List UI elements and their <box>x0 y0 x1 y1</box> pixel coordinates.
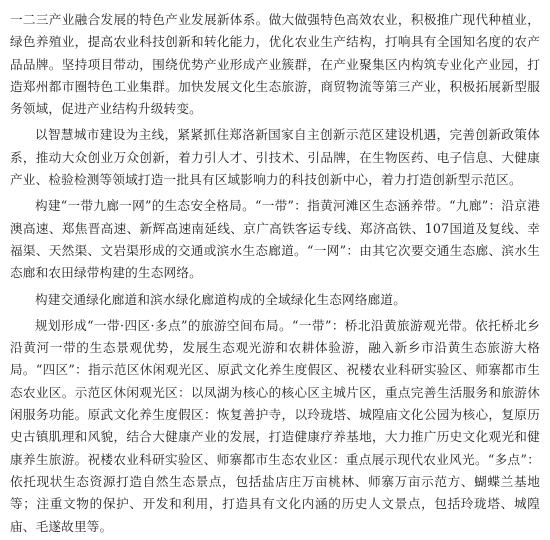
paragraph-ecological-security: 构建“一带九廊一网”的生态安全格局。“一带”：指黄河滩区生态涵养带。“九廊”：沿京港澳高速、郑焦晋高速、新辉高速南延线、京广高铁客运专线、郑济高铁、107国道及复线、幸福渠、天然渠、文岩渠形成的交通或滨水生态廊道。“一网”：由其它次要交通生态廊、滨水生态廊和农田绿带构建的生态网络。 <box>10 198 540 281</box>
paragraph-smart-city: 以智慧城市建设为主线，紧紧抓住郑洛新国家自主创新示范区建设机遇，完善创新政策体系，推动大众创业万众创新，着力引人才、引技术、引品牌，在生物医药、电子信息、大健康产业、检验检测等领域打造一批具有区域影响力的科技创新中心，着力打造创新型示范区。 <box>10 127 540 188</box>
paragraph-tourism-layout: 规划形成“一带·四区·多点”的旅游空间布局。“一带”：桥北沿黄旅游观光带。依托桥北乡沿黄河一带的生态景观优势，发展生态观光游和农耕体验游，融入新乡市沿黄生态旅游大格局。“四区”：指示范区休闲观光区、原武文化养生度假区、祝楼农业科研实验区、师寨都市生态农业区。示范区休闲观光区：以凤湖为核心的核心区主城片区，重点完善生活服务和旅游休闲服务功能。原武文化养生度假区：恢复善护寺，以玲珑塔、城隍庙文化公园为核心，复原历史古镇肌理和风貌，结合大健康产业的发展，打造健康疗养基地，大力推广历史文化观光和健康养生旅游。祝楼农业科研实验区、师寨都市生态农业区：重点展示现代农业风光。“多点”：依托现状生态资源打造自然生态景点，包括盐店庄万亩桃林、师寨万亩示范方、蝴蝶兰基地等；注重文物的保护、开发和利用，打造具有文化内涵的历史人文景点，包括玲珑塔、城隍庙、毛遂故里等。 <box>10 317 540 534</box>
paragraph-green-network: 构建交通绿化廊道和滨水绿化廊道构成的全域绿化生态网络廊道。 <box>35 291 407 307</box>
paragraph-industry-system: 一二三产业融合发展的特色产业发展新体系。做大做强特色高效农业，积极推广现代种植业，绿色养殖业，提高农业科技创新和转化能力，优化农业生产结构，打响具有全国知名度的农产品品牌。坚持项目带动，围绕优势产业形成产业簇群，在产业聚集区内构筑专业化产业园，打造郑州都市圈特色工业集群。加快发展文化生态旅游，商贸物流等第三产业，积极拓展新型服务领域，促进产业结构升级转变。 <box>10 12 540 117</box>
